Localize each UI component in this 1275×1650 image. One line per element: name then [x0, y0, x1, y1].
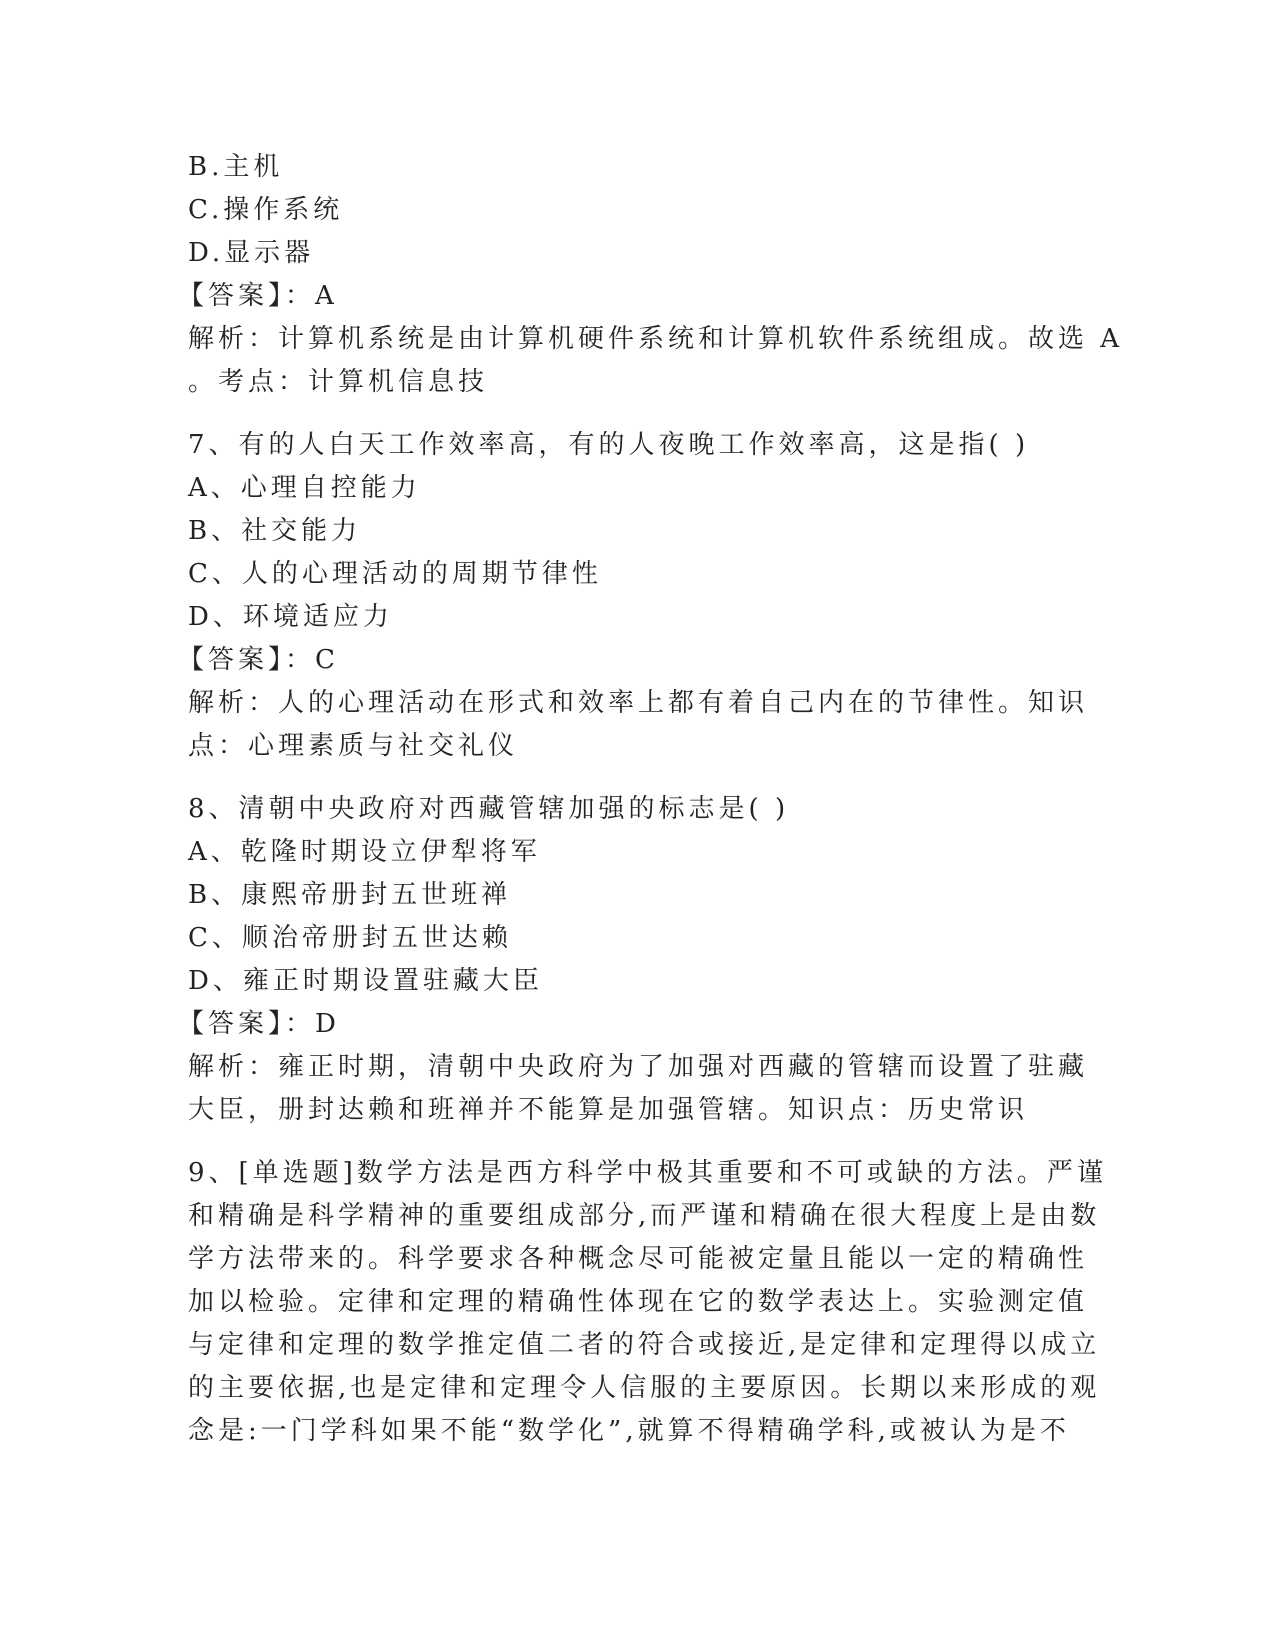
question-stem-line: 念是:一门学科如果不能“数学化”,就算不得精确学科,或被认为是不	[188, 1416, 1070, 1446]
analysis-line: 解析：计算机系统是由计算机硬件系统和计算机软件系统组成。故选 A	[188, 324, 1124, 354]
answer: 【答案】：A	[178, 281, 338, 311]
question-6-continued	[178, 146, 1124, 404]
option-c: C、顺治帝册封五世达赖	[188, 923, 512, 953]
question-stem-line: 学方法带来的。科学要求各种概念尽可能被定量且能以一定的精确性	[188, 1244, 1089, 1274]
answer: 【答案】：D	[178, 1009, 340, 1039]
question-stem-line: 与定律和定理的数学推定值二者的符合或接近,是定律和定理得以成立	[188, 1330, 1101, 1360]
question-stem: 7、有的人白天工作效率高，有的人夜晚工作效率高，这是指( )	[188, 430, 1030, 460]
question-stem-line: 9、[单选题]数学方法是西方科学中极其重要和不可或缺的方法。严谨	[188, 1158, 1107, 1188]
option-b: B、社交能力	[188, 516, 362, 546]
answer: 【答案】：C	[178, 645, 339, 675]
question-7	[178, 424, 1089, 768]
analysis-line: 大臣，册封达赖和班禅并不能算是加强管辖。知识点：历史常识	[188, 1095, 1029, 1125]
option-b: B.主机	[188, 152, 284, 182]
option-d: D、环境适应力	[188, 602, 393, 632]
question-stem-line: 和精确是科学精神的重要组成部分,而严谨和精确在很大程度上是由数	[188, 1201, 1101, 1231]
document-page	[178, 146, 1124, 1453]
question-9	[188, 1152, 1107, 1453]
option-a: A、心理自控能力	[188, 473, 421, 503]
question-stem-line: 加以检验。定律和定理的精确性体现在它的数学表达上。实验测定值	[188, 1287, 1089, 1317]
analysis-line: 。考点：计算机信息技	[188, 367, 489, 397]
option-a: A、乾隆时期设立伊犁将军	[188, 837, 541, 867]
option-b: B、康熙帝册封五世班禅	[188, 880, 512, 910]
analysis-line: 解析：雍正时期，清朝中央政府为了加强对西藏的管辖而设置了驻藏	[188, 1052, 1089, 1082]
question-stem-line: 的主要依据,也是定律和定理令人信服的主要原因。长期以来形成的观	[188, 1373, 1101, 1403]
option-d: D.显示器	[188, 238, 315, 268]
option-d: D、雍正时期设置驻藏大臣	[188, 966, 543, 996]
question-8	[178, 788, 1089, 1132]
analysis-line: 解析：人的心理活动在形式和效率上都有着自己内在的节律性。知识	[188, 688, 1089, 718]
question-stem: 8、清朝中央政府对西藏管辖加强的标志是( )	[188, 794, 790, 824]
option-c: C、人的心理活动的周期节律性	[188, 559, 602, 589]
analysis-line: 点：心理素质与社交礼仪	[188, 731, 519, 761]
option-c: C.操作系统	[188, 195, 344, 225]
